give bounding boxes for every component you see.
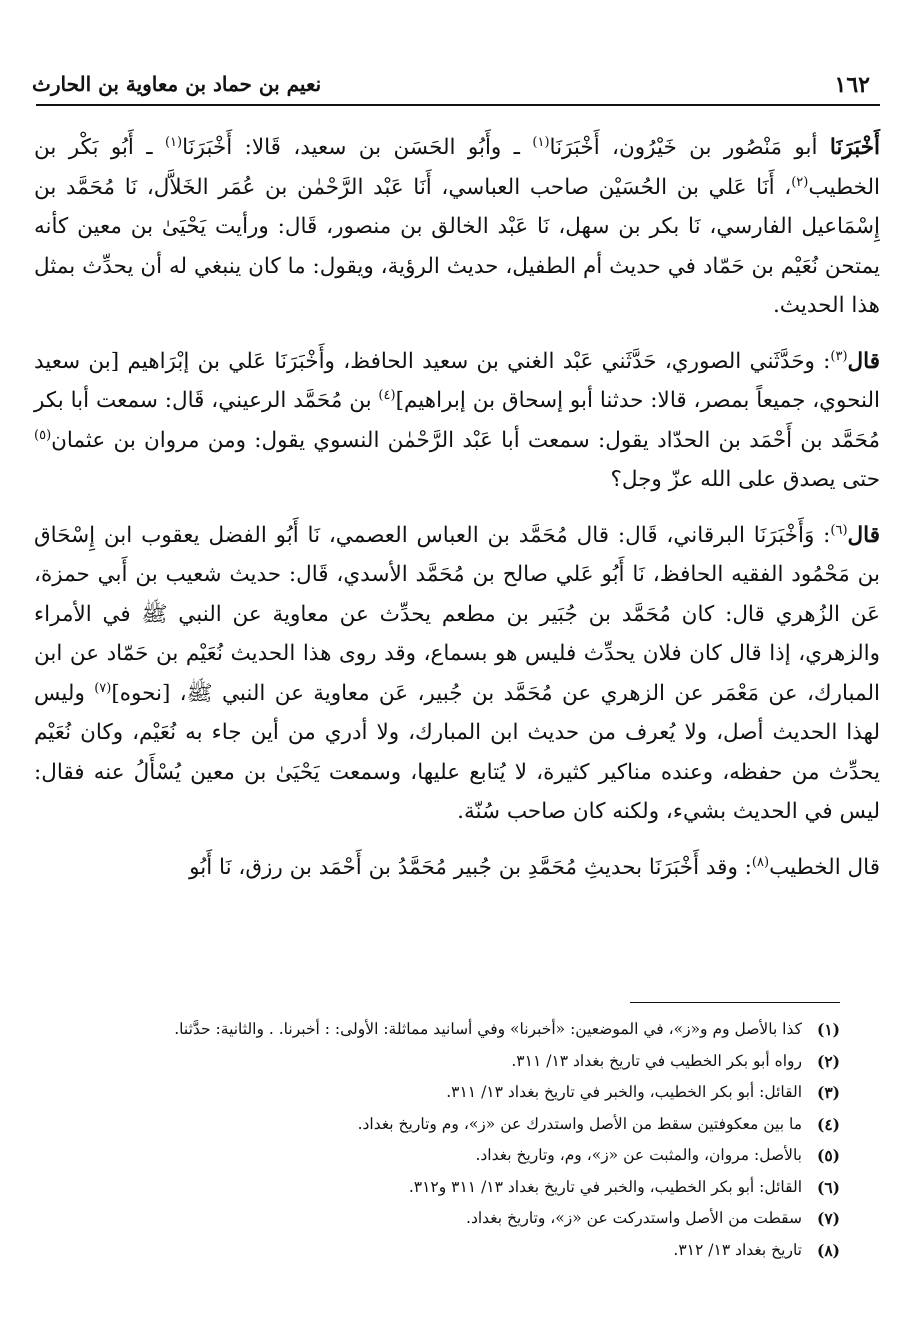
footnote-ref: (٤): [378, 387, 396, 403]
text-run: قال الخطيب: [769, 854, 880, 880]
footnote-text: تاريخ بغداد ١٣/ ٣١٢.: [673, 1240, 802, 1259]
text-run: ـ وأَبُو الحَسَن بن سعيد، قَالا: أَخْبَرَنَا: [182, 135, 533, 160]
footnote-ref: (١): [164, 134, 183, 150]
text-run: : وحَدَّثَني الصوري، حَدَّثَني عَبْد الغني بن سعيد الحافظ، وأَخْبَرَنَا عَلي بن إبْرَاهيم [بن سعيد النحوي، جميعاً بمصر، قالا: حدثنا أبو إسحاق بن إبراهيم]: [34, 348, 880, 413]
footnote-ref: (٥): [34, 427, 52, 443]
footnote-item: [70, 1172, 840, 1204]
footnote-ref: (٣): [830, 348, 848, 364]
footnote-ref: (٢): [791, 174, 809, 190]
footnote-text: القائل: أبو بكر الخطيب، والخبر في تاريخ بغداد ١٣/ ٣١١ و٣١٢.: [408, 1177, 802, 1196]
text-run: وليس لهذا الحديث أصل، ولا يُعرف من حديث ابن المبارك، ولا أدري من أين جاء به نُعَيْم، وكان نُعَيْم يحدِّث من حفظه، وعنده مناكير كثيرة، لا يُتابع عليها، وسمعت يَحْيَىٰ بن معين يُسْأَلُ عنه فقال: ليس في الحديث بشيء، ولكنه كان صاحب سُنّة.: [34, 680, 880, 824]
footnote-text: بالأصل: مروان، والمثبت عن «ز»، وم، وتاريخ بغداد.: [475, 1146, 802, 1164]
text-run: بن مُحَمَّد الرعيني، قَال: سمعت أبا بكر مُحَمَّد بن أَحْمَد بن الحدّاد يقول: سمعت أبا عَبْد الرَّحْمٰن النسوي يقول: ومن مروان بن عثمان: [34, 388, 880, 453]
header-rule: [36, 104, 880, 106]
paragraph-lead-word: أَخْبَرَنَا: [829, 135, 881, 160]
footnote-item: [70, 1140, 840, 1172]
footnote-text: رواه أبو بكر الخطيب في تاريخ بغداد ١٣/ ٣١١.: [511, 1051, 802, 1070]
footnote-number: (٤): [816, 1114, 840, 1134]
paragraph: [34, 128, 880, 326]
footnote-number: (٦): [816, 1177, 840, 1197]
paragraph: [34, 848, 880, 888]
footnote-item: [70, 1014, 840, 1046]
footnote-item: [70, 1235, 840, 1267]
footnote-ref: (١): [532, 134, 550, 150]
text-run: أبو مَنْصُور بن خَيْرُون، أَخْبَرَنَا: [549, 135, 830, 160]
paragraph-lead-word: قال: [847, 348, 880, 374]
footnote-ref: (٦): [830, 522, 848, 538]
footnote-item: [70, 1203, 840, 1235]
footnote-ref: (٨): [751, 854, 770, 870]
footnotes: [70, 1014, 840, 1266]
page-number: ١٦٢: [834, 72, 870, 98]
footnote-text: سقطت من الأصل واستدركت عن «ز»، وتاريخ بغداد.: [466, 1209, 802, 1227]
footnote-number: (٧): [816, 1209, 840, 1228]
footnote-number: (٨): [816, 1240, 840, 1260]
footnote-item: [70, 1109, 840, 1141]
footnote-number: (٣): [816, 1083, 840, 1102]
footnote-item: [70, 1046, 840, 1078]
text-run: ـ أَبُو بَكْر بن الخطيب: [34, 135, 880, 200]
footnote-number: (٥): [816, 1146, 840, 1165]
text-run: : وَأَخْبَرَنَا البرقاني، قَال: قال مُحَمَّد بن العباس العصمي، نَا أَبُو الفضل يعقوب ابن إِسْحَاق بن مَحْمُود الفقيه الحافظ، نَا أَبُو عَلي صالح بن مُحَمَّد الأسدي، قَال: حديث شعيب بن أَبي حمزة، عَن الزُهري قال: كان مُحَمَّد بن جُبَير بن مطعم يحدِّث عن معاوية عن النبي ﷺ في الأمراء والزهري، إذا قال كان فلان يحدِّث فليس هو بسماع، وقد روى هذا الحديث نُعَيْم بن حَمّاد عن ابن المبارك، عن مَعْمَر عن الزهري عن مُحَمَّد بن جُبير، عَن معاوية عن النبي ﷺ، [نحوه]: [34, 522, 880, 706]
main-text: [34, 128, 880, 887]
text-run: حتى يصدق على الله عزّ وجل؟: [610, 467, 880, 492]
footnote-text: القائل: أبو بكر الخطيب، والخبر في تاريخ بغداد ١٣/ ٣١١.: [446, 1083, 802, 1101]
paragraph-lead-word: قال: [847, 522, 880, 548]
footnote-number: (٢): [816, 1051, 840, 1071]
text-run: ، أَنَا عَلي بن الحُسَيْن صاحب العباسي، أَنَا عَبْد الرَّحْمٰن بن عُمَر الخَلاَّل، نَا مُحَمَّد بن إِسْمَاعيل الفارسي، نَا بكر بن سهل، نَا عَبْد الخالق بن منصور، قَال: ورأيت يَحْيَىٰ بن معين كأنه يمتحن نُعَيْم بن حَمّاد في حديث أم الطفيل، حديث الرؤية، ويقول: ما كان ينبغي له أن يحدِّث بمثل هذا الحديث.: [34, 174, 880, 318]
footnote-separator: [630, 1002, 840, 1003]
running-title: نعيم بن حماد بن معاوية بن الحارث: [32, 72, 322, 96]
paragraph: [34, 516, 880, 832]
page-header: [32, 68, 880, 102]
text-run: : وقد أَخْبَرَنَا بحديثِ مُحَمَّدِ بن جُبير مُحَمَّدُ بن أَحْمَد بن رزق، نَا أَبُو: [189, 854, 752, 880]
footnote-number: (١): [816, 1020, 840, 1039]
footnote-text: كذا بالأصل وم و«ز»، في الموضعين: «أخبرنا» وفي أسانيد مماثلة: الأولى: : أخبرنا. . والثانية: حدَّثنا.: [174, 1020, 802, 1038]
footnote-ref: (٧): [94, 680, 112, 696]
paragraph: [34, 342, 880, 500]
footnote-item: [70, 1077, 840, 1109]
footnote-text: ما بين معكوفتين سقط من الأصل واستدرك عن «ز»، وم وتاريخ بغداد.: [357, 1114, 802, 1133]
